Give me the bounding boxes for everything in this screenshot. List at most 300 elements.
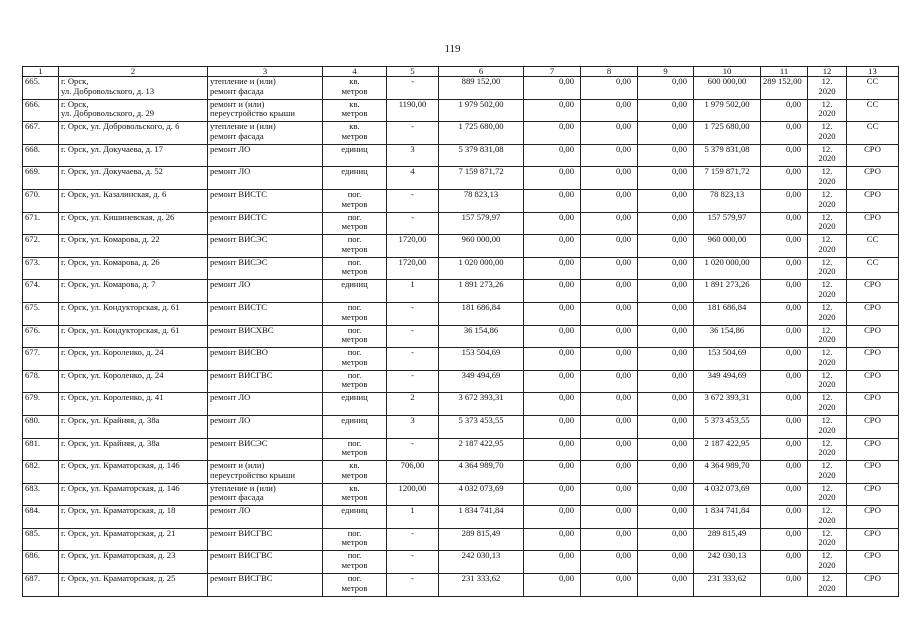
total-cost-cell [439,144,524,167]
date2-text: 2020 [818,537,836,548]
work1-text: ремонт ЛО [210,279,251,290]
total-text: 5 373 453,55 [458,415,504,425]
unit2-text: метров [341,221,368,232]
unit2-text: метров [341,447,368,458]
num-text: 672. [25,234,41,245]
row-number [23,167,59,190]
date1-text: 12. [821,483,833,493]
unit1-text: пог. [347,325,362,335]
c7-text: 0,00 [558,438,574,448]
c8-text: 0,00 [615,279,631,290]
deadline-cell [808,212,847,235]
cost-col11-cell [761,415,808,438]
address-cell [59,77,208,100]
cost-col11-cell [761,506,808,529]
deadline-cell [808,280,847,303]
c11-text: 0,00 [785,212,801,222]
work1-text: ремонт ВИСГВС [210,550,273,561]
c11-text: 0,00 [785,325,801,335]
c8-text: 0,00 [615,99,631,109]
table-row [23,167,899,190]
address-cell [59,438,208,461]
fund-method-cell [847,99,899,122]
table-row [23,77,899,100]
c10-text: 3 672 393,31 [704,392,750,403]
date1-text: 12. [821,302,833,312]
work1-text: ремонт ЛО [210,392,251,403]
cost-col7-cell [524,393,581,416]
address-cell [59,325,208,348]
c7-text: 0,00 [558,573,574,584]
fund-method-cell [847,257,899,280]
c7-text: 0,00 [558,483,574,493]
c7-text: 0,00 [558,189,574,199]
c8-text: 0,00 [615,121,631,132]
way-text: СРО [864,550,881,561]
address-cell [59,415,208,438]
way-text: СС [866,76,879,86]
table-row [23,325,899,348]
num-text: 677. [25,347,41,358]
work-type-cell [208,235,323,258]
address-cell [59,212,208,235]
cost-col7-cell [524,167,581,190]
table-row [23,144,899,167]
unit1-text: пог. [347,438,362,448]
work1-text: ремонт ВИСТС [210,189,268,199]
column-number-row [23,67,899,77]
row-number [23,348,59,371]
volume-cell [387,438,439,461]
page-number: 119 [444,43,461,55]
deadline-cell [808,506,847,529]
work1-text: ремонт ВИСТС [210,302,268,312]
total-cost-cell [439,302,524,325]
address-cell [59,393,208,416]
volume-cell [387,99,439,122]
cost-col10-cell [694,506,761,529]
volume-cell [387,461,439,484]
row-number [23,257,59,280]
addr1-text: г. Орск, ул. Крайняя, д. 38а [61,438,160,448]
c10-text: 349 494,69 [707,370,747,380]
c8-text: 0,00 [615,438,631,448]
address-cell [59,348,208,371]
deadline-cell [808,393,847,416]
c8-text: 0,00 [615,189,631,199]
c8-text: 0,00 [615,302,631,312]
addr1-text: г. Орск, ул. Крайняя, д. 38а [61,415,160,425]
work-type-cell [208,528,323,551]
addr1-text: г. Орск, [61,99,89,109]
volume-cell [387,348,439,371]
cost-col8-cell [581,280,638,303]
row-number [23,122,59,145]
c9-text: 0,00 [671,302,687,312]
total-text: 4 364 989,70 [458,460,504,471]
total-text: 1 891 273,26 [458,279,504,290]
addr1-text: г. Орск, ул. Краматорская, д. 18 [61,505,176,516]
table-row [23,280,899,303]
col-header: 1 [23,67,59,77]
c10-text: 4 032 073,69 [704,483,750,493]
date2-text: 2020 [818,85,836,96]
unit-cell [323,415,387,438]
cost-col8-cell [581,528,638,551]
volume-cell [387,325,439,348]
date2-text: 2020 [818,424,836,435]
c7-text: 0,00 [558,279,574,290]
way-text: СРО [864,302,881,312]
unit-cell [323,257,387,280]
col-header: 11 [761,67,808,77]
work1-text: ремонт и (или) [210,99,265,109]
address-cell [59,370,208,393]
unit1-text: пог. [347,550,362,561]
c11-text: 0,00 [785,550,801,561]
cost-col7-cell [524,77,581,100]
work-type-cell [208,370,323,393]
date1-text: 12. [821,279,833,290]
work-type-cell [208,99,323,122]
table-row [23,348,899,371]
total-text: 4 032 073,69 [458,483,504,493]
c10-text: 36 154,86 [709,325,745,335]
cost-col7-cell [524,528,581,551]
deadline-cell [808,348,847,371]
addr1-text: г. Орск, ул. Докучаева, д. 17 [61,144,163,154]
num-text: 673. [25,257,41,267]
work-type-cell [208,77,323,100]
vol-text: - [411,550,414,561]
row-number [23,235,59,258]
date2-text: 2020 [818,582,836,593]
cost-col7-cell [524,574,581,597]
row-number [23,483,59,506]
work-type-cell [208,483,323,506]
date1-text: 12. [821,392,833,403]
cost-col7-cell [524,302,581,325]
total-cost-cell [439,280,524,303]
cost-col11-cell [761,461,808,484]
fund-method-cell [847,370,899,393]
c9-text: 0,00 [671,76,687,86]
fund-method-cell [847,122,899,145]
way-text: СРО [864,460,881,471]
work-type-cell [208,551,323,574]
address-cell [59,461,208,484]
c10-text: 231 333,62 [707,573,747,584]
date1-text: 12. [821,189,833,199]
date2-text: 2020 [818,243,836,254]
work-type-cell [208,280,323,303]
address-cell [59,506,208,529]
cost-col7-cell [524,189,581,212]
work-type-cell [208,122,323,145]
way-text: СРО [864,212,881,222]
volume-cell [387,235,439,258]
cost-col7-cell [524,461,581,484]
c11-text: 0,00 [785,392,801,403]
volume-cell [387,551,439,574]
total-cost-cell [439,189,524,212]
date2-text: 2020 [818,514,836,525]
unit1-text: кв. [349,483,360,493]
table-row [23,528,899,551]
vol-text: - [411,325,414,335]
row-number [23,551,59,574]
total-cost-cell [439,574,524,597]
c9-text: 0,00 [671,325,687,335]
num-text: 678. [25,370,41,380]
work1-text: ремонт ВИСГВС [210,528,273,538]
date1-text: 12. [821,76,833,86]
date2-text: 2020 [818,356,836,367]
vol-text: 2 [410,392,415,403]
date1-text: 12. [821,460,833,471]
total-cost-cell [439,438,524,461]
deadline-cell [808,77,847,100]
c9-text: 0,00 [671,438,687,448]
table-row [23,122,899,145]
deadline-cell [808,415,847,438]
unit-cell [323,393,387,416]
vol-text: - [411,347,414,358]
addr1-text: г. Орск, ул. Комарова, д. 26 [61,257,160,267]
c7-text: 0,00 [558,370,574,380]
work-type-cell [208,189,323,212]
unit2-text: метров [341,108,368,119]
way-text: СС [866,257,879,267]
date1-text: 12. [821,550,833,561]
table-row [23,506,899,529]
num-text: 682. [25,460,41,471]
deadline-cell [808,370,847,393]
cost-col10-cell [694,99,761,122]
c7-text: 0,00 [558,212,574,222]
c7-text: 0,00 [558,99,574,109]
deadline-cell [808,438,847,461]
c10-text: 600 000,00 [707,76,747,86]
deadline-cell [808,325,847,348]
way-text: СРО [864,438,881,448]
date1-text: 12. [821,528,833,538]
unit2-text: метров [341,198,368,209]
c8-text: 0,00 [615,460,631,471]
total-cost-cell [439,461,524,484]
cost-col9-cell [638,348,694,371]
row-number [23,212,59,235]
date2-text: 2020 [818,130,836,141]
addr1-text: г. Орск, ул. Краматорская, д. 146 [61,460,180,471]
cost-col9-cell [638,99,694,122]
deadline-cell [808,257,847,280]
addr1-text: г. Орск, ул. Комарова, д. 7 [61,279,156,290]
c11-text: 0,00 [785,415,801,425]
c8-text: 0,00 [615,257,631,267]
table-row [23,370,899,393]
table-row [23,189,899,212]
unit2-text: метров [341,379,368,390]
fund-method-cell [847,483,899,506]
c7-text: 0,00 [558,505,574,516]
total-text: 181 686,84 [461,302,501,312]
addr1-text: г. Орск, ул. Комарова, д. 22 [61,234,160,245]
unit2-text: метров [341,582,368,593]
total-text: 153 504,69 [461,347,501,358]
total-cost-cell [439,212,524,235]
c7-text: 0,00 [558,528,574,538]
total-cost-cell [439,370,524,393]
col-header: 7 [524,67,581,77]
unit1-text: кв. [349,76,360,86]
total-cost-cell [439,235,524,258]
way-text: СРО [864,370,881,380]
c7-text: 0,00 [558,234,574,245]
c10-text: 1 891 273,26 [704,279,750,290]
date1-text: 12. [821,166,833,177]
vol-text: - [411,212,414,222]
c8-text: 0,00 [615,573,631,584]
c8-text: 0,00 [615,76,631,86]
cost-col11-cell [761,370,808,393]
deadline-cell [808,574,847,597]
unit-cell [323,370,387,393]
c9-text: 0,00 [671,166,687,177]
work1-text: утепление и (или) [210,121,276,132]
vol-text: - [411,528,414,538]
vol-text: - [411,438,414,448]
work1-text: ремонт ВИСГВС [210,573,273,584]
cost-col9-cell [638,528,694,551]
fund-method-cell [847,528,899,551]
unit1-text: пог. [347,573,362,584]
address-cell [59,483,208,506]
work2-text: ремонт фасада [210,130,264,141]
total-text: 1 834 741,84 [458,505,504,516]
cost-col11-cell [761,122,808,145]
c9-text: 0,00 [671,483,687,493]
vol-text: - [411,121,414,132]
cost-col7-cell [524,415,581,438]
total-text: 1 725 680,00 [458,121,504,132]
fund-method-cell [847,189,899,212]
unit1-text: пог. [347,528,362,538]
table-row [23,438,899,461]
cost-col11-cell [761,551,808,574]
work2-text: ремонт фасада [210,85,264,96]
c9-text: 0,00 [671,99,687,109]
c10-text: 1 834 741,84 [704,505,750,516]
c8-text: 0,00 [615,325,631,335]
unit1-text: пог. [347,347,362,358]
cost-col7-cell [524,144,581,167]
unit-cell [323,528,387,551]
volume-cell [387,212,439,235]
cost-col8-cell [581,415,638,438]
row-number [23,574,59,597]
cost-col9-cell [638,325,694,348]
unit2-text: метров [341,492,368,503]
table-row [23,235,899,258]
unit1-text: пог. [347,302,362,312]
volume-cell [387,370,439,393]
deadline-cell [808,551,847,574]
c7-text: 0,00 [558,166,574,177]
unit1-text: пог. [347,234,362,245]
c10-text: 1 020 000,00 [704,257,750,267]
cost-col11-cell [761,99,808,122]
date2-text: 2020 [818,492,836,503]
vol-text: 1720,00 [398,257,427,267]
num-text: 667. [25,121,41,132]
vol-text: - [411,370,414,380]
col-header: 5 [387,67,439,77]
unit2-text: метров [341,537,368,548]
volume-cell [387,506,439,529]
fund-method-cell [847,280,899,303]
cost-col10-cell [694,122,761,145]
date1-text: 12. [821,212,833,222]
deadline-cell [808,461,847,484]
vol-text: - [411,573,414,584]
address-cell [59,280,208,303]
num-text: 681. [25,438,41,448]
cost-col8-cell [581,483,638,506]
table-row [23,461,899,484]
c10-text: 1 979 502,00 [704,99,750,109]
col-header: 4 [323,67,387,77]
address-cell [59,167,208,190]
num-text: 668. [25,144,41,154]
unit1-text: пог. [347,257,362,267]
work1-text: ремонт ЛО [210,166,251,177]
row-number [23,393,59,416]
cost-col9-cell [638,415,694,438]
c11-text: 0,00 [785,144,801,154]
unit2-text: метров [341,356,368,367]
work-type-cell [208,415,323,438]
c11-text: 0,00 [785,189,801,199]
fund-method-cell [847,212,899,235]
cost-col8-cell [581,212,638,235]
c11-text: 0,00 [785,279,801,290]
unit-cell [323,99,387,122]
fund-method-cell [847,77,899,100]
c9-text: 0,00 [671,573,687,584]
work-type-cell [208,461,323,484]
cost-col9-cell [638,370,694,393]
cost-col8-cell [581,370,638,393]
work1-text: ремонт ВИСЭС [210,234,268,245]
unit-cell [323,506,387,529]
unit1-text: единиц [341,415,368,425]
volume-cell [387,393,439,416]
volume-cell [387,144,439,167]
c8-text: 0,00 [615,550,631,561]
total-cost-cell [439,325,524,348]
date2-text: 2020 [818,379,836,390]
table-row [23,393,899,416]
cost-col11-cell [761,144,808,167]
work1-text: ремонт ВИСГВС [210,370,273,380]
c10-text: 157 579,97 [707,212,747,222]
cost-col9-cell [638,122,694,145]
fund-method-cell [847,302,899,325]
cost-col11-cell [761,167,808,190]
c9-text: 0,00 [671,189,687,199]
c8-text: 0,00 [615,415,631,425]
